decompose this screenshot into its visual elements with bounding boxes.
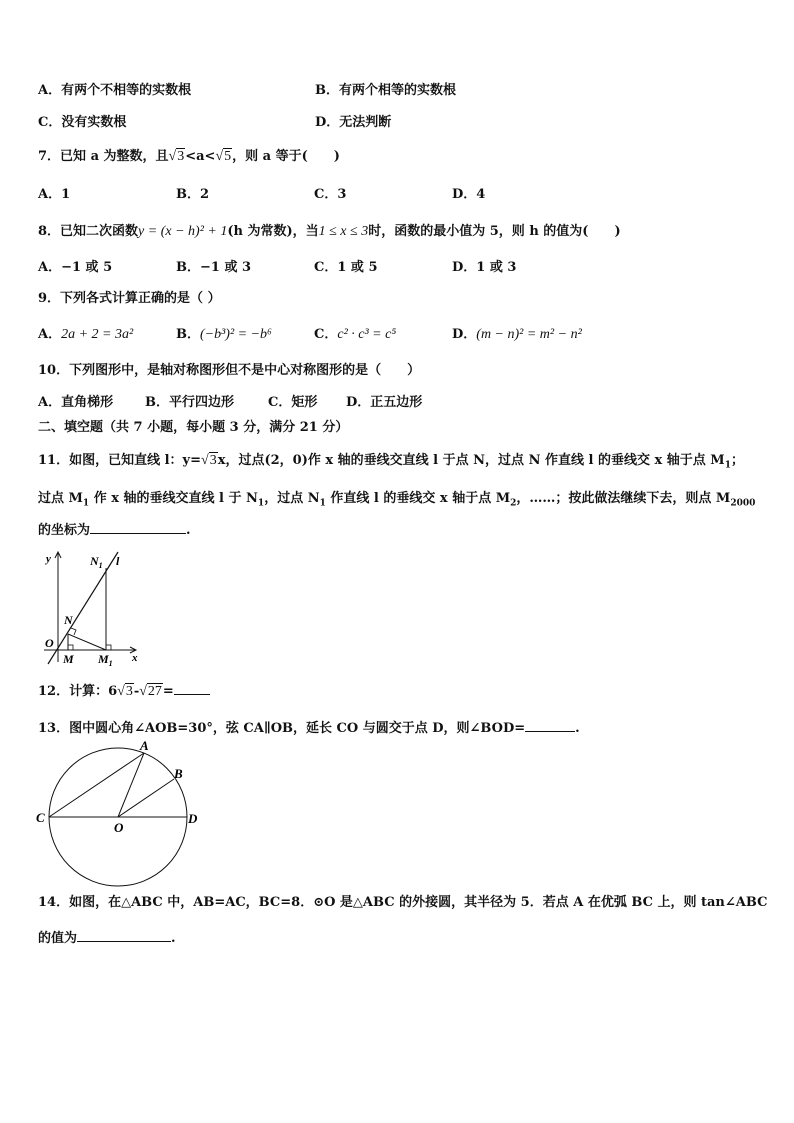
q8-option-c: C．1 或 5: [314, 260, 378, 275]
q10-option-c: C．矩形: [268, 395, 318, 410]
q8-function: y = (x − h)² + 1: [138, 224, 228, 239]
q7-option-d: D．4: [452, 187, 486, 202]
right-angle-M: [68, 645, 73, 650]
label-M: M: [63, 652, 74, 666]
q14-line-2: 的值为 .: [38, 928, 176, 948]
q13-answer-blank[interactable]: [525, 718, 575, 732]
label-l: l: [116, 554, 120, 568]
q8-stem: 8．已知二次函数y = (x − h)² + 1(h 为常数)，当1 ≤ x ≤ 3时，函数的最小值为 5，则 h 的值为( ): [38, 224, 621, 239]
label-O: O: [114, 820, 124, 835]
radius-OA: [118, 753, 144, 817]
q11-line-2: 过点 $M_1$ 作 x 轴的垂线交直线 l 于 $N_1$，过点 $N_1$ 作直线 l 的垂线交 x 轴于点 $M_2$，……；按此做法继续下去，则点 $M_{2000}$: [38, 491, 756, 509]
label-y: y: [46, 553, 51, 565]
label-C: C: [36, 810, 45, 825]
q8-range: 1 ≤ x ≤ 3: [318, 224, 369, 239]
q7-option-c: C．3: [314, 187, 347, 202]
q9-stem: 9．下列各式计算正确的是（ ）: [38, 291, 221, 306]
label-O: O: [45, 636, 54, 650]
chord-CA: [49, 753, 144, 817]
q5-option-b: B．有两个相等的实数根: [315, 83, 456, 98]
q11-figure: [36, 548, 146, 668]
sqrt-3: √3: [168, 149, 185, 164]
label-N1: $N_1$: [90, 554, 103, 570]
label-N: N: [64, 613, 73, 627]
q14-answer-blank[interactable]: [77, 928, 171, 942]
q12-stem: 12．计算：6√3-√27=: [38, 681, 210, 701]
q8-option-d: D．1 或 3: [452, 260, 517, 275]
q9-option-b: B．(−b³)² = −b⁶: [176, 327, 272, 342]
q14-line-1: 14．如图，在△ABC 中，AB=AC，BC=8．⊙O 是△ABC 的外接圆，其半径为 5．若点 A 在优弧 BC 上，则 tan∠ABC: [38, 895, 768, 910]
label-M1: $M_1$: [98, 652, 113, 668]
q8-option-b: B．−1 或 3: [176, 260, 252, 275]
q7-option-a: A．1: [38, 187, 71, 202]
q9-option-a: A．2a + 2 = 3a²: [38, 327, 134, 342]
label-A: A: [140, 738, 149, 753]
q12-answer-blank[interactable]: [174, 681, 210, 695]
q9-option-d: D．(m − n)² = m² − n²: [452, 327, 582, 342]
q5-option-d: D．无法判断: [315, 115, 392, 130]
segment-NM1: [68, 634, 106, 650]
q11-line-3: 的坐标为 .: [38, 520, 191, 540]
q10-stem: 10．下列图形中，是轴对称图形但不是中心对称图形的是（ ）: [38, 363, 421, 378]
q8-option-a: A．−1 或 5: [38, 260, 113, 275]
sqrt-5: √5: [215, 149, 232, 164]
q11-line-1: 11．如图，已知直线 l：y=√3x，过点(2，0)作 x 轴的垂线交直线 l 于点 N，过点 N 作直线 l 的垂线交 x 轴于点 $M_1$；: [38, 453, 744, 471]
q5-option-c: C．没有实数根: [38, 115, 127, 130]
q7-option-b: B．2: [176, 187, 210, 202]
right-angle-N: [71, 628, 76, 635]
label-x: x: [132, 652, 138, 664]
q5-option-a: A．有两个不相等的实数根: [38, 83, 192, 98]
q10-option-a: A．直角梯形: [38, 395, 114, 410]
label-D: D: [188, 811, 198, 826]
q10-option-d: D．正五边形: [346, 395, 423, 410]
right-angle-M1: [106, 645, 111, 650]
radius-OB: [118, 779, 174, 817]
q10-option-b: B．平行四边形: [145, 395, 234, 410]
section-heading: 二、填空题（共 7 小题，每小题 3 分，满分 21 分）: [38, 420, 349, 435]
label-B: B: [174, 766, 183, 781]
q7-stem: 7．已知 a 为整数，且√3<a<√5，则 a 等于( ): [38, 149, 340, 164]
q11-answer-blank[interactable]: [90, 520, 186, 534]
q9-option-c: C．c² · c³ = c⁵: [314, 327, 397, 342]
q13-stem: 13．图中圆心角∠AOB=30°，弦 CA∥OB，延长 CO 与圆交于点 D，则∠BOD= .: [38, 718, 580, 738]
q13-figure: [30, 734, 210, 888]
